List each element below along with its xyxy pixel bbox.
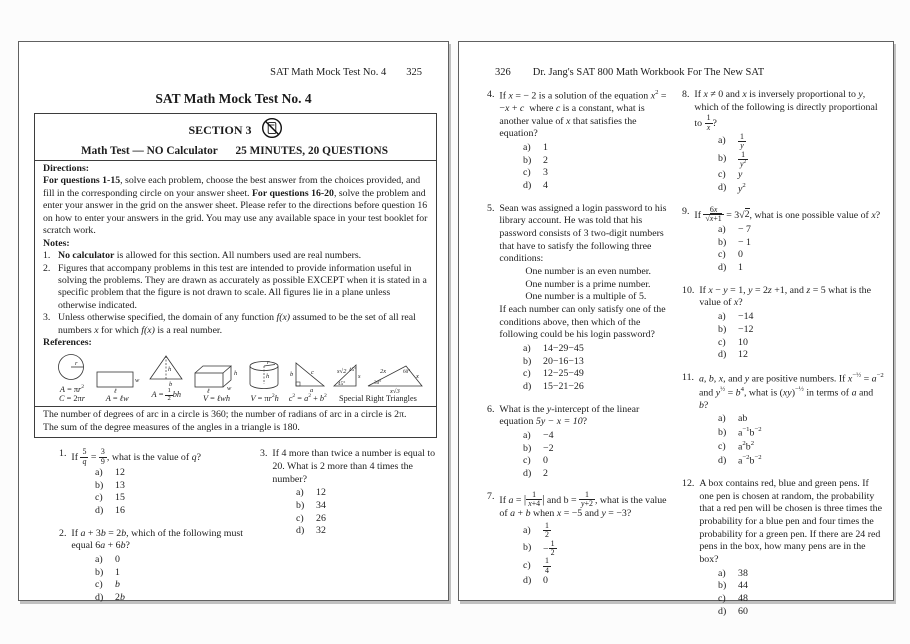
- choice-b: b) 13: [95, 479, 125, 491]
- svg-text:b: b: [169, 380, 173, 388]
- choice-d: d) 1: [718, 262, 743, 274]
- closing-line-2: The sum of the degree measures of the angles in a triangle is 180.: [43, 421, 300, 433]
- special-right-triangles-label: Special Right Triangles: [338, 393, 417, 403]
- svg-text:60°: 60°: [402, 368, 411, 375]
- svg-text:h: h: [168, 365, 172, 373]
- choice-b: b) 1: [95, 566, 120, 578]
- choice-a: a) $\frac{1}{y}$: [718, 131, 744, 151]
- svg-text:c: c: [310, 368, 314, 376]
- choice-a: a) ab: [718, 413, 748, 425]
- question-number: 9.: [682, 205, 690, 217]
- choice-c: c) 3: [523, 167, 548, 179]
- svg-text:30°: 30°: [373, 379, 382, 386]
- note-text: No calculator is allowed for this section. All numbers used are real numbers.: [58, 250, 362, 262]
- question-2: [59, 528, 246, 605]
- cylinder-figure: [244, 358, 286, 403]
- question-number: 1.: [59, 448, 67, 460]
- choice-d: d) 12: [718, 349, 748, 361]
- left-page-questions: [19, 438, 448, 614]
- question-stem: What is the y-intercept of the linear equation 5y − x = 10?: [499, 403, 640, 428]
- choice-b: b) 44: [718, 580, 748, 592]
- question-stem: If x = − 2 is a solution of the equation $x^2 = -x + c$ where c is a constant, what is another value of x that satisfies the equation?: [499, 89, 667, 140]
- question-12: [682, 478, 885, 618]
- question-number: 10.: [682, 284, 695, 296]
- question-number: 7.: [487, 490, 495, 502]
- question-stem: If $\frac{5}{q}$ = $\frac{3}{9}$ , what is the value of q?: [71, 447, 201, 466]
- no-calculator-icon: [261, 117, 283, 143]
- note-2: [43, 263, 428, 313]
- choice-d: d) 15−21−26: [523, 381, 584, 393]
- directions-paragraph: For questions 1-15, solve each problem, choose the best answer from the choices provided, and fill in the corresponding circle on your answer sheet. For questions 16-20, solve the problem and enter your answer in the grid on the answer sheet. Please refer to the directions before question 16 on how to enter your answers in the grid. You may use any available space in your test booklet for scratch work.: [43, 175, 428, 237]
- svg-text:r: r: [266, 358, 270, 366]
- answer-choices: [523, 430, 667, 481]
- question-column: [246, 448, 442, 614]
- choice-d: d) $y^2$: [718, 181, 746, 194]
- svg-text:45°: 45°: [348, 366, 357, 373]
- choice-a: a) 14−29−45: [523, 343, 584, 355]
- svg-text:2x: 2x: [379, 367, 387, 375]
- choice-a: a) 38: [718, 567, 748, 579]
- circle-figure: [53, 352, 91, 403]
- right-triangle-figure: [288, 359, 328, 403]
- question-stem: If x ≠ 0 and x is inversely proportional to y, which of the following is directly proportional to $\frac{1}{x}$ ?: [694, 89, 878, 132]
- choice-a: a) 1: [523, 141, 548, 153]
- notes-heading: Notes:: [43, 237, 70, 249]
- choice-c: c) 48: [718, 593, 748, 605]
- choice-b: b) $a^{-1}b^{-2}$: [718, 426, 762, 439]
- choice-d: d) 32: [296, 525, 326, 537]
- choice-d: d) 16: [95, 505, 125, 516]
- right-page-questions: [459, 78, 893, 628]
- section-label: SECTION 3: [188, 122, 252, 137]
- svg-text:w: w: [227, 384, 232, 392]
- svg-text:w: w: [135, 376, 140, 384]
- question-number: 4.: [487, 89, 495, 100]
- reference-figures: [43, 350, 428, 404]
- question-8: [682, 89, 885, 196]
- box-formula: V = ℓwh: [202, 393, 230, 403]
- question-stem: Sean was assigned a login password to his library account. He was told that his password consists of 3 two-digit numbers that have to satisfy the following three conditions: One number is an even number. One number is a prime number. One number is a multiple of 5. If each number can only satisfy one of the conditions above, then which of the following could be his login password?: [499, 202, 667, 341]
- note-1: [43, 250, 428, 262]
- test-type-label: Math Test — NO Calculator: [81, 145, 218, 157]
- answer-choices: [95, 467, 246, 518]
- question-number: 6.: [487, 403, 495, 415]
- pythagorean-formula: $c^2 = a^2 + b^2$: [288, 392, 327, 403]
- question-stem: A box contains red, blue and green pens. If one pen is chosen at random, the probability that a red pen will be chosen is three times the probability for a blue pen and four times the probability for a green pen. If there are 24 red pens in the box, how many pens are in the box?: [699, 478, 882, 566]
- answer-choices: [296, 487, 442, 538]
- choice-c: c) 12−25−49: [523, 368, 584, 380]
- choice-a: a) −4: [523, 430, 554, 442]
- choice-b: b) 20−16−13: [523, 355, 584, 367]
- choice-c: c) b: [95, 579, 120, 591]
- directions-heading: Directions:: [43, 163, 90, 174]
- choice-d: d) 2: [523, 468, 548, 480]
- question-column: [667, 89, 885, 628]
- question-stem: If 4 more than twice a number is equal to 20. What is 2 more than 4 times the number?: [272, 448, 436, 485]
- choice-b: b) −2: [523, 442, 554, 454]
- left-page: [18, 41, 449, 604]
- question-7: [487, 491, 667, 588]
- choice-b: b) $\frac{1}{y^2}$: [718, 149, 747, 169]
- question-number: 8.: [682, 89, 690, 100]
- svg-text:45°: 45°: [337, 380, 346, 387]
- choice-b: b) − $\frac{1}{2}$: [523, 538, 555, 558]
- choice-d: d) $a^{-2}b^{-2}$: [718, 454, 762, 467]
- box-figure: [191, 361, 241, 403]
- cylinder-formula: $V = \pi r^2h$: [250, 392, 279, 403]
- note-number: 3.: [43, 312, 51, 324]
- question-stem: a, b, x, and y are positive numbers. If $x^{-\frac{1}{2}} = a^{-2}$ and $y^{\frac{1}{2}} = b^4$, what is (xy)$^{-\frac{1}{2}}$ in terms of a and b?: [698, 371, 884, 411]
- answer-choices: [718, 224, 885, 275]
- choice-c: c) 0: [523, 455, 548, 467]
- question-stem: If x − y = 1, y = 2z +1, and z = 5 what is the value of x?: [699, 284, 871, 309]
- running-head-title: SAT Math Mock Test No. 4: [270, 67, 387, 78]
- svg-text:h: h: [234, 369, 238, 377]
- time-questions-label: 25 MINUTES, 20 QUESTIONS: [235, 145, 388, 157]
- answer-choices: [523, 522, 667, 588]
- choice-b: b) −12: [718, 323, 754, 335]
- right-page: [458, 41, 894, 617]
- circle-formula: $A = \pi r^2$ C = 2πr: [59, 383, 85, 403]
- svg-text:x√3: x√3: [389, 387, 400, 395]
- question-number: 12.: [682, 478, 695, 490]
- special-right-triangles-figure: [330, 359, 426, 403]
- note-3: [43, 312, 428, 337]
- question-1: [59, 448, 246, 517]
- question-stem: If $\frac{6x}{√x+1}$ = 3√2, what is one possible value of x?: [694, 204, 881, 223]
- rectangle-formula: A = ℓw: [105, 393, 129, 403]
- svg-text:s√2: s√2: [336, 367, 347, 375]
- left-running-head: [19, 67, 422, 78]
- question-column: [59, 448, 246, 614]
- svg-text:a: a: [309, 386, 314, 394]
- question-5: [487, 203, 667, 394]
- svg-text:r: r: [75, 359, 78, 367]
- choice-b: b) − 1: [718, 236, 751, 248]
- closing-line-1: The number of degrees of arc in a circle is 360; the number of radians of arc in a circle is 2π.: [43, 408, 407, 420]
- right-running-head: [495, 67, 893, 78]
- choice-b: b) 2: [523, 154, 548, 166]
- question-stem: If a + 3b = 2b, which of the following must equal 6a + 6b?: [71, 527, 244, 552]
- choice-a: a) $\frac{1}{2}$: [523, 521, 549, 540]
- question-number: 3.: [260, 448, 268, 460]
- running-head-title: Dr. Jang's SAT 800 Math Workbook For The New SAT: [532, 67, 765, 78]
- choice-a: a) − 7: [718, 224, 751, 236]
- answer-choices: [718, 133, 885, 196]
- choice-c: c) $\frac{1}{4}$: [523, 556, 549, 575]
- choice-a: a) 12: [95, 466, 125, 478]
- choice-d: d) 60: [718, 605, 748, 617]
- answer-choices: [523, 142, 667, 193]
- choice-c: c) 15: [95, 492, 125, 504]
- note-number: 2.: [43, 262, 51, 274]
- question-10: [682, 285, 885, 362]
- answer-choices: [718, 311, 885, 362]
- references-heading: References:: [43, 337, 92, 349]
- choice-c: c) 10: [718, 336, 748, 348]
- choice-c: c) $a^2b^2$: [718, 440, 755, 453]
- choice-d: d) 4: [523, 180, 548, 191]
- question-stem: If a = | $\frac{1}{x+4}$ | and b = $\frac{1}{y+2}$ , what is the value of a + b when x = −5 and y = −3?: [499, 489, 667, 520]
- question-6: [487, 404, 667, 481]
- svg-text:s: s: [357, 372, 361, 380]
- answer-choices: [718, 568, 885, 619]
- page-title: SAT Math Mock Test No. 4: [155, 91, 312, 106]
- question-4: [487, 89, 667, 193]
- svg-text:ℓ: ℓ: [207, 387, 211, 395]
- note-text: Unless otherwise specified, the domain of any function f(x) assumed to be the set of all real numbers x for which f(x) is a real number.: [58, 312, 416, 336]
- note-text: Figures that accompany problems in this test are intended to provide information useful in solving the problems. They are drawn as accurately as possible EXCEPT when it is stated in a specific problem that the figure is not drawn to scale. All figures lie in a plane unless otherwise indicated.: [58, 262, 427, 311]
- choice-c: c) y: [718, 168, 743, 180]
- triangle-formula: A = $\frac{1}{2}$ bh: [151, 386, 182, 402]
- section-box: [34, 113, 437, 438]
- page-number: 325: [406, 67, 422, 78]
- choice-c: c) 0: [718, 249, 743, 261]
- question-9: [682, 206, 885, 275]
- rectangle-figure: [93, 364, 141, 403]
- choice-a: a) 12: [296, 487, 326, 499]
- question-11: [682, 372, 885, 468]
- answer-choices: [718, 413, 885, 468]
- question-number: 2.: [59, 527, 67, 539]
- answer-choices: [523, 343, 667, 394]
- question-3: [260, 448, 442, 538]
- choice-d: d) 2b: [95, 592, 125, 604]
- answer-choices: [95, 554, 246, 605]
- question-number: 11.: [682, 371, 694, 383]
- choice-a: a) 0: [95, 554, 120, 566]
- question-column: [487, 89, 667, 628]
- section-subheader: [35, 143, 436, 161]
- choice-d: d) 0: [523, 574, 548, 586]
- svg-text:ℓ: ℓ: [114, 387, 117, 395]
- question-number: 5.: [487, 202, 495, 214]
- directions: [35, 161, 436, 404]
- choice-c: c) 26: [296, 512, 326, 524]
- closing-notes: [35, 406, 436, 437]
- choice-a: a) −14: [718, 311, 754, 323]
- triangle-figure: [143, 352, 189, 403]
- note-number: 1.: [43, 250, 51, 262]
- choice-b: b) 34: [296, 500, 326, 512]
- section-header: [35, 114, 436, 143]
- svg-text:h: h: [265, 372, 269, 380]
- page-number: 326: [495, 67, 511, 78]
- svg-text:b: b: [289, 370, 294, 378]
- svg-text:x: x: [415, 372, 419, 380]
